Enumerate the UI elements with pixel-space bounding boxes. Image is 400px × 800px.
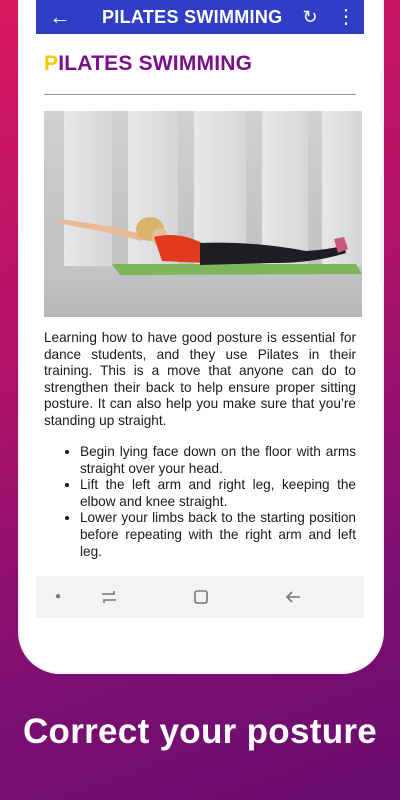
heading-divider (44, 94, 356, 95)
exercise-photo (44, 111, 362, 317)
heading-rest: ILATES SWIMMING (58, 52, 253, 75)
arrow-left-icon[interactable]: ← (49, 4, 71, 29)
article-heading (44, 52, 252, 76)
pilates-figure-illustration (44, 111, 362, 317)
article-paragraph: Learning how to have good posture is essential for dance students, and they use Pilates in their training. This is a move that anyone can do to strengthen their back to help ensure proper sitting posture. It can also help you make sure that you’re standing up straight. (44, 330, 356, 428)
heading-first-letter: P (44, 52, 59, 75)
list-item: • Begin lying face down on the floor with arms straight over your head. (80, 444, 356, 477)
refresh-icon[interactable]: ↻ (302, 7, 318, 27)
nav-back-icon[interactable] (280, 576, 306, 618)
system-nav-bar (36, 576, 364, 618)
promo-caption: Correct your posture (22, 712, 378, 751)
more-vert-icon[interactable]: ⋮ (336, 6, 356, 28)
app-screen (36, 0, 364, 618)
phone-side-button (380, 72, 384, 124)
home-square-icon[interactable] (188, 576, 214, 618)
nav-dot-icon[interactable]: ● (54, 591, 62, 602)
list-item: • Lower your limbs back to the starting position before repeating with the right arm and left leg. (80, 510, 356, 560)
app-bar (36, 0, 364, 34)
phone-side-button (380, 175, 384, 283)
recents-icon[interactable] (96, 576, 122, 618)
list-item: • Lift the left arm and right leg, keeping the elbow and knee straight. (80, 477, 356, 510)
app-bar-title: PILATES SWIMMING (102, 6, 283, 27)
steps-list (44, 444, 356, 560)
